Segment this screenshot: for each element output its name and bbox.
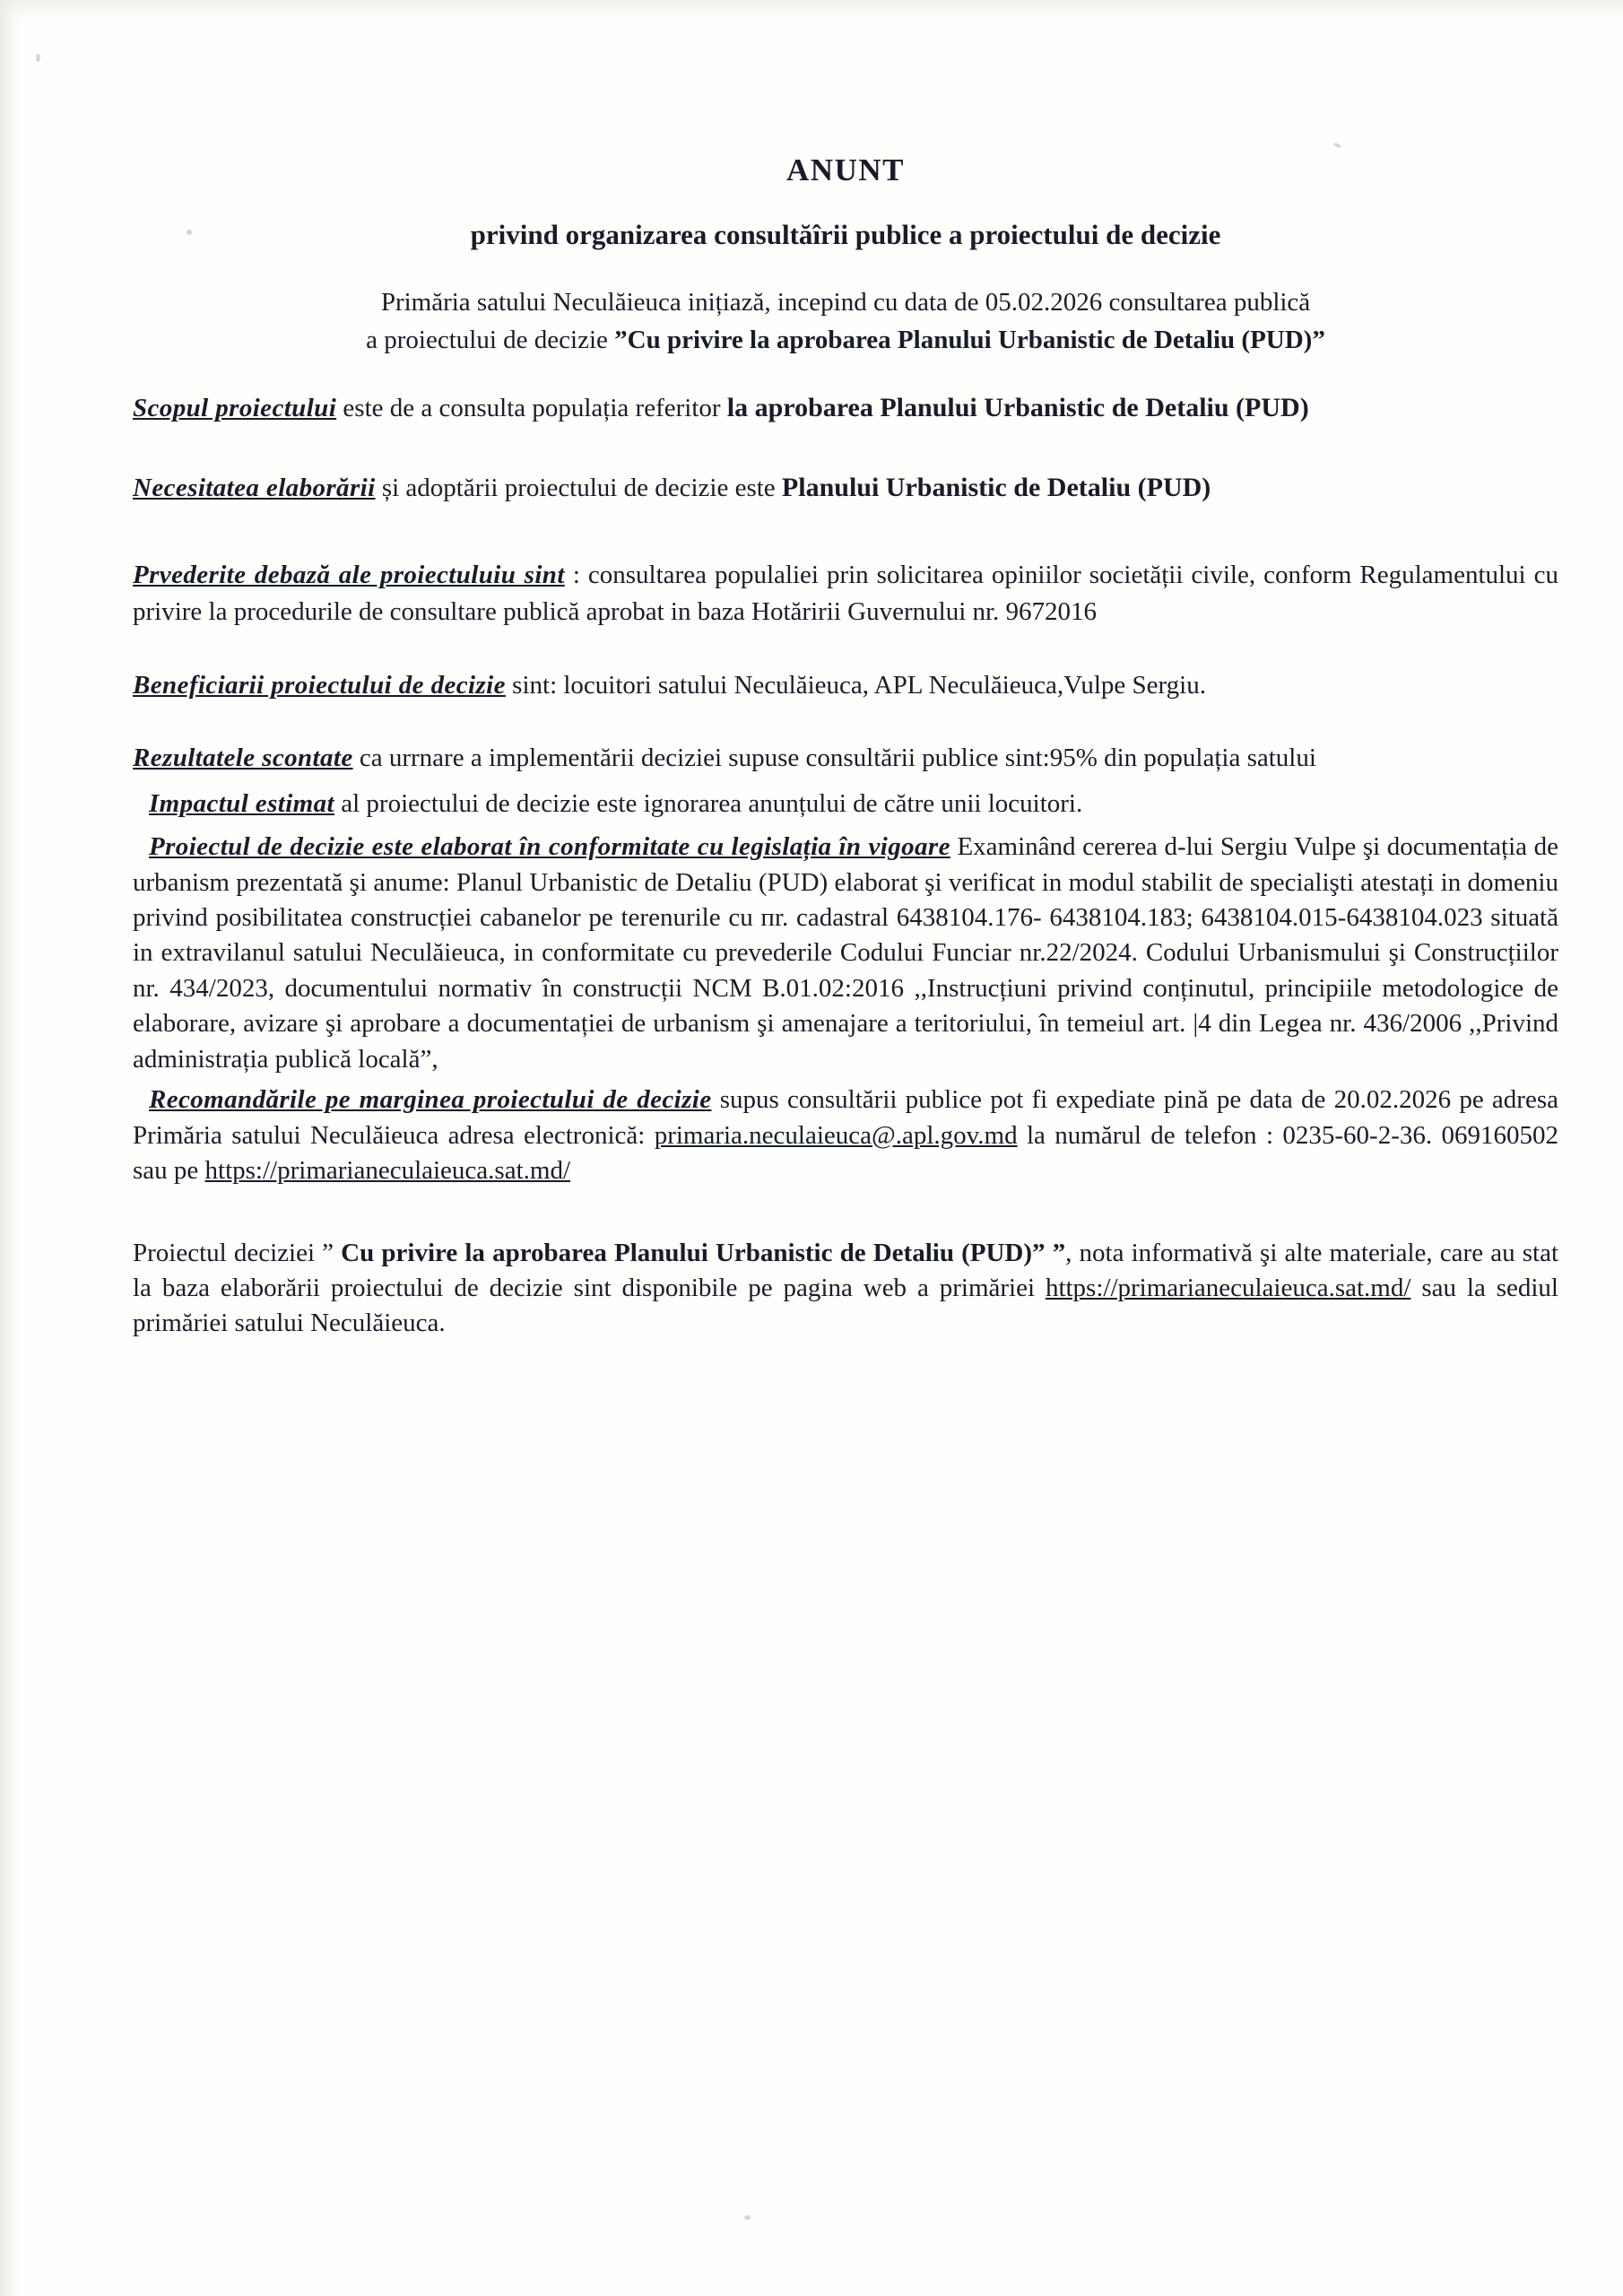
section-scop-text: este de a consulta populația referitor xyxy=(336,394,727,423)
section-scop-heading: Scopul proiectului xyxy=(133,394,337,423)
section-prevederi-heading: Prvederite debază ale proiectuluiu sint xyxy=(133,561,565,590)
primarie-website-link[interactable]: https://primarianeculaieuca.sat.md/ xyxy=(204,1156,571,1186)
section-final-text-3: sau la sediul primăriei satului Neculăieuca. xyxy=(133,1273,1558,1338)
section-prevederi xyxy=(133,557,1558,631)
section-necesitate xyxy=(133,469,1558,508)
section-beneficiari-text: sint: locuitori satului Neculăieuca, APL Neculăieuca,Vulpe Sergiu. xyxy=(505,670,1206,700)
section-necesitate-text: și adoptării proiectului de decizie este xyxy=(375,473,782,502)
section-proiect-text: Examinând cererea d-lui Sergiu Vulpe şi documentația de urbanism prezentată şi anume: Planul Urbanistic de Detaliu (PUD) elaborat şi verificat in modul stabilit de specialişti atestați in domeniu privind posibilitatea construcției cabanelor pe terenurile cu пr. cadastral 6438104.176- 6438104.183; 6438104.015-6438104.023 situată in extravilanul satului Neculăieuca, in conformitate cu prevederile Codului Funciar nr.22/2024. Codului Urbanismului şi Construcțiilor nr. 434/2023, documentului normativ în construcții NCM B.01.02:2016 ,,Instrucțiuni privind conținutul, principiile metodologice de elaborare, avizare şi aprobare a documentației de urbanism şi amenajare a teritoriului, în temeiul art. |4 din Legea nr. 436/2006 ,,Privind administrația publică locală”, xyxy=(133,832,1558,1074)
intro-line-2-prefix: a proiectului de decizie xyxy=(366,326,615,355)
section-impact-text: al proiectului de decizie este ignorarea anunțului de către unii locuitori. xyxy=(334,788,1083,818)
scan-speck xyxy=(744,2215,751,2220)
scan-edge-shadow-left xyxy=(0,0,23,2296)
primarie-website-link-final[interactable]: https://primarianeculaieuca.sat.md/ xyxy=(1045,1273,1411,1302)
section-final-text-2: , nota informativă şi alte materiale, care au stat la baza elaborării proiectului de decizie sint disponibile pe pagina web a primăriei xyxy=(133,1238,1559,1302)
section-rezultate-text: ca urrnare a implementării deciziei supuse consultării publice sint:95% din populația satului xyxy=(352,743,1316,772)
page-title: ANUNT xyxy=(786,152,905,187)
section-recomandari xyxy=(133,1083,1558,1188)
contact-email[interactable]: primaria.neculaieuca@.apl.gov.md xyxy=(654,1120,1018,1150)
section-necesitate-emphasis: Planului Urbanistic de Detaliu (PUD) xyxy=(781,472,1211,502)
document-body xyxy=(133,152,1558,1365)
section-beneficiari xyxy=(133,667,1558,704)
section-scop-emphasis: la aprobarea Planului Urbanistic de Detaliu (PUD) xyxy=(726,393,1309,423)
section-impact xyxy=(133,786,1558,822)
section-recomandari-heading: Recomandările pe marginea proiectului de decizie xyxy=(149,1085,712,1115)
scan-speck xyxy=(36,54,40,62)
section-final-decision-title: Cu privire la aprobarea Planului Urbanistic de Detaliu (PUD)” ” xyxy=(341,1238,1066,1267)
intro-paragraph xyxy=(133,283,1558,359)
section-recomandari-text-2: la numărul de telefon : 0235-60-2-36. 069160502 sau pe xyxy=(133,1120,1558,1186)
section-rezultate-heading: Rezultatele scontate xyxy=(133,743,353,772)
section-necesitate-heading: Necesitatea elaborării xyxy=(133,473,376,502)
section-impact-heading: Impactul estimat xyxy=(149,788,334,818)
section-final xyxy=(133,1236,1558,1342)
page-subtitle: privind organizarea consultăîrii publice a proiectului de decizie xyxy=(470,219,1221,250)
section-rezultate xyxy=(133,740,1558,777)
section-final-text-1: Proiectul deciziei ” xyxy=(133,1238,342,1267)
section-proiect-heading: Proiectul de decizie este elaborat în conformitate cu legislația în vigoare xyxy=(149,832,950,862)
section-scop xyxy=(133,389,1558,428)
section-prevederi-text: : consultarea populaliei prin solicitarea opiniilor societății civile, conform Regulamentului cu privire la procedurile de consultare publică aprobat in baza Hotăririi Guvernului nr. 9672016 xyxy=(133,561,1558,627)
scan-speck xyxy=(1333,142,1342,148)
intro-line-1: Primăria satului Neculăieuca inițiază, incepind cu data de 05.02.2026 consultarea publică xyxy=(380,288,1311,317)
section-proiect-legislatie xyxy=(133,830,1558,1077)
section-beneficiari-heading: Beneficiarii proiectului de decizie xyxy=(133,670,506,700)
scan-edge-shadow-top xyxy=(0,0,1623,18)
decision-project-title: ”Cu privire la aprobarea Planului Urbanistic de Detaliu (PUD)” xyxy=(614,326,1325,355)
section-recomandari-text-1: supus consultării publice pot fi expediate pină pe data de 20.02.2026 pe adresa Primăria satului Neculăieuca adresa electronică: xyxy=(133,1085,1558,1150)
